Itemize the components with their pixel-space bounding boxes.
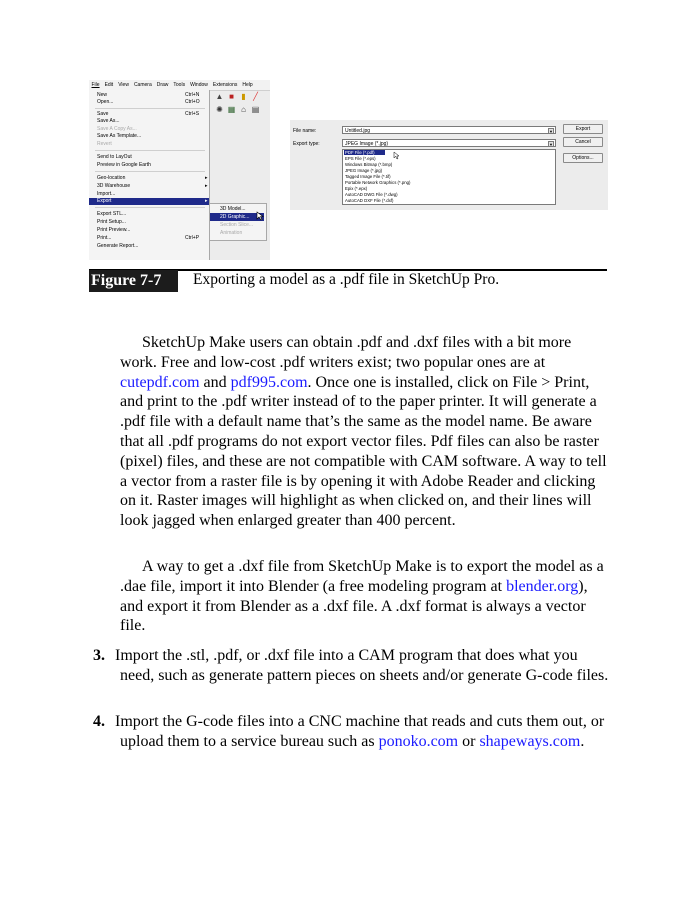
zoom-icon[interactable]: ▤ [251, 105, 260, 114]
menu-item-3d-warehouse[interactable]: 3D Warehouse ▸ [97, 183, 208, 189]
figure-caption: Exporting a model as a .pdf file in SketchUp Pro. [193, 271, 500, 288]
mouse-cursor-icon [256, 211, 264, 221]
export-type-list[interactable] [342, 149, 556, 205]
submenu-item-3d-model[interactable]: 3D Model... [220, 206, 246, 212]
pencil-icon[interactable]: ╱ [253, 92, 258, 101]
list-item[interactable]: PDF File (*.pdf) [344, 150, 385, 155]
menu-file[interactable]: File [91, 82, 100, 88]
menu-item-save-as-template[interactable]: Save As Template... [97, 133, 142, 139]
menu-draw[interactable]: Draw [156, 82, 169, 88]
ponoko-link[interactable]: ponoko.com [378, 732, 459, 750]
menu-item-save[interactable]: Save Ctrl+S [97, 111, 200, 117]
menu-view[interactable]: View [118, 82, 129, 88]
menu-item-print[interactable]: Print... Ctrl+P [97, 235, 200, 241]
menu-item-geo-location[interactable]: Geo-location ▸ [97, 175, 208, 181]
shapeways-link[interactable]: shapeways.com [479, 732, 581, 750]
eraser-icon[interactable]: ■ [229, 92, 234, 101]
menu-item-preview-google-earth[interactable]: Preview in Google Earth [97, 162, 151, 168]
menu-item-save-copy-as: Save A Copy As... [97, 126, 137, 132]
export-type-value: JPEG Image (*.jpg) [345, 141, 389, 147]
export-button[interactable]: Export [563, 124, 603, 134]
export-dialog-screenshot [290, 120, 608, 210]
list-item[interactable]: EPS File (*.eps) [345, 156, 376, 161]
menu-item-export[interactable]: Export ▸ [89, 198, 209, 205]
submenu-item-2d-graphic[interactable]: 2D Graphic... [210, 213, 264, 221]
options-button[interactable]: Options... [563, 153, 603, 163]
menu-item-print-preview[interactable]: Print Preview... [97, 227, 131, 233]
tape-measure-icon[interactable]: ▮ [241, 92, 246, 101]
file-name-value: Untitled.jpg [345, 128, 371, 134]
blender-link[interactable]: blender.org [506, 577, 579, 595]
list-item[interactable]: Tagged Image File (*.tif) [345, 174, 391, 179]
list-item[interactable]: AutoCAD DXF File (*.dxf) [345, 198, 394, 203]
list-item[interactable]: AutoCAD DWG File (*.dwg) [345, 192, 398, 197]
file-menu-screenshot [89, 80, 270, 260]
menu-window[interactable]: Window [190, 82, 208, 88]
list-item[interactable]: Epix (*.epx) [345, 186, 368, 191]
menu-separator [95, 150, 205, 151]
cancel-button[interactable]: Cancel [563, 137, 603, 147]
menu-item-print-setup[interactable]: Print Setup... [97, 219, 126, 225]
pdf995-link[interactable]: pdf995.com [230, 373, 308, 391]
component-icon[interactable]: ▦ [227, 105, 236, 114]
chevron-down-icon[interactable]: ▼ [549, 128, 553, 134]
paragraph-dxf-export [120, 557, 612, 636]
paragraph-text: SketchUp Make users can obtain .pdf and .dxf files with a bit more work. Free and low-cost .pdf writers exist; two popular ones are at [120, 334, 572, 371]
file-name-input[interactable] [342, 126, 556, 134]
submenu-item-animation: Animation [220, 230, 243, 236]
menu-extensions[interactable]: Extensions [212, 82, 238, 88]
mouse-cursor-icon [393, 151, 400, 160]
cutepdf-link[interactable]: cutepdf.com [120, 373, 200, 391]
export-type-select[interactable] [342, 139, 556, 147]
chevron-down-icon[interactable]: ▼ [549, 141, 553, 147]
menu-help[interactable]: Help [242, 82, 253, 88]
menu-item-export-stl[interactable]: Export STL... [97, 211, 127, 217]
menu-camera[interactable]: Camera [133, 82, 152, 88]
paragraph-text: A way to get a .dxf file from SketchUp Make is to export the model as a .dae file, import it into Blender (a free modeling program at [120, 558, 604, 595]
list-item[interactable]: Portable Network Graphics (*.png) [345, 180, 411, 185]
menu-separator [95, 171, 205, 172]
figure-label: Figure 7-7 [89, 270, 178, 292]
menu-item-send-to-layout[interactable]: Send to LayOut [97, 154, 132, 160]
list-item[interactable]: Windows Bitmap (*.bmp) [345, 162, 393, 167]
export-type-label: Export type: [293, 141, 320, 147]
menu-item-revert: Revert [97, 141, 112, 147]
step-text: . [580, 732, 585, 750]
paragraph-text: ), and export it from Blender as a .dxf file. A .dxf format is always a vector file. [120, 577, 588, 635]
paragraph-sketchup-make [120, 333, 612, 531]
menu-item-save-as[interactable]: Save As... [97, 118, 120, 124]
paint-bucket-icon[interactable]: ▲ [215, 92, 224, 101]
export-submenu [209, 203, 267, 241]
step-number: 4. [93, 713, 105, 730]
menu-edit[interactable]: Edit [104, 82, 114, 88]
menu-separator [95, 108, 205, 109]
paragraph-text: and [199, 373, 231, 391]
step-text: or [458, 732, 480, 750]
menu-tools[interactable]: Tools [173, 82, 186, 88]
menu-item-new[interactable]: New Ctrl+N [97, 92, 200, 98]
step-number: 3. [93, 647, 105, 664]
list-item[interactable]: JPEG Image (*.jpg) [345, 168, 383, 173]
step-text: Import the G-code files into a CNC machine that reads and cuts them out, or upload them to a service bureau such as [115, 713, 605, 750]
paragraph-text: . Once one is installed, click on File > Print, and print to the .pdf writer instead of to the paper printer. It will generate a .pdf file with a default name that’s the same as the model name. Be aware that all .pdf programs do not export vector files. Pdf files can also be raster (pixel) files, and these are not compatible with CAM software. A way to tell a vector from a raster file is by opening it with Adobe Reader and clicking on it. Raster images will highlight as when clicked on, and their lines will look jagged when enlarged greater than 400 percent. [120, 373, 607, 530]
step-text: Import the .stl, .pdf, or .dxf file into a CAM program that does what you need, such as generate pattern pieces on sheets and/or generate G-code files. [115, 647, 609, 684]
menu-separator [95, 207, 205, 208]
orbit-icon[interactable]: ✺ [216, 105, 223, 114]
file-menu [89, 90, 210, 260]
home-icon[interactable]: ⌂ [241, 105, 246, 114]
menu-item-import[interactable]: Import... [97, 191, 116, 197]
file-name-label: File name: [293, 128, 317, 134]
menu-item-generate-report[interactable]: Generate Report... [97, 243, 139, 249]
menu-item-open[interactable]: Open... Ctrl+O [97, 99, 200, 105]
submenu-item-section-slice: Section Slice... [220, 222, 254, 228]
toolbar [213, 90, 270, 120]
